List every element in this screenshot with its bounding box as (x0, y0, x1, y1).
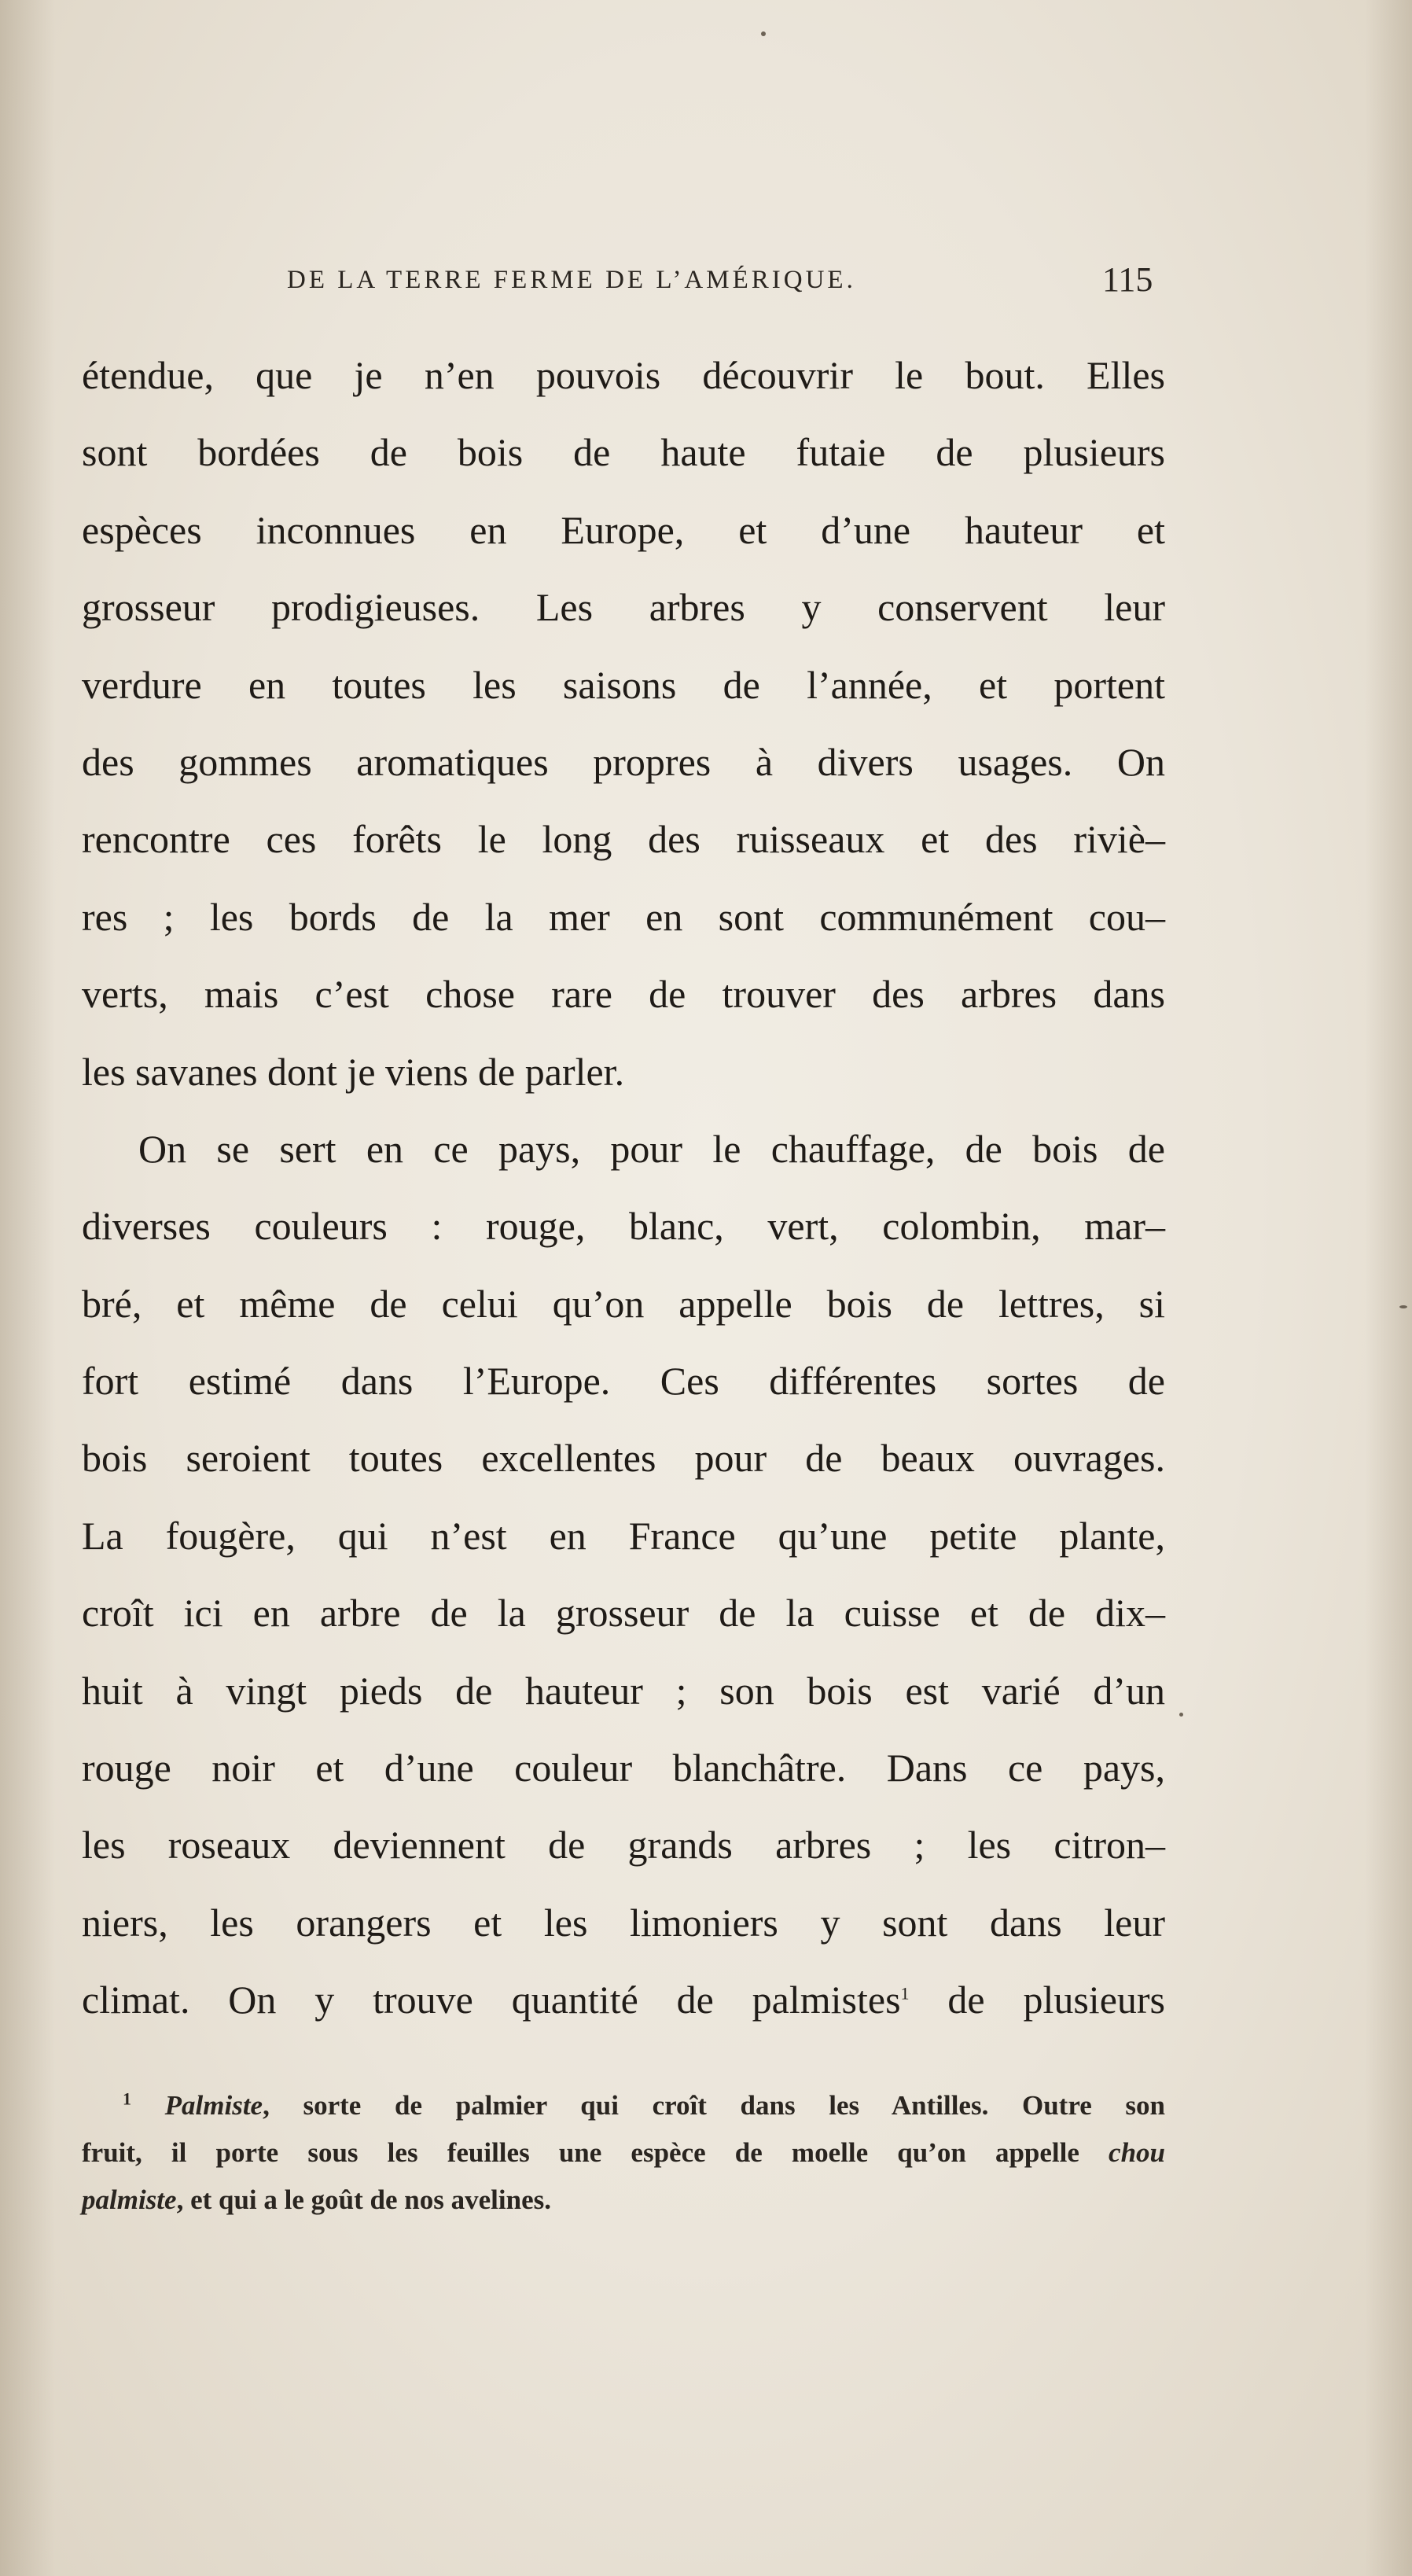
paragraph-end-line: les savanes dont je viens de parler. (82, 1049, 625, 1094)
footnote-reference[interactable]: 1 (900, 1983, 910, 2004)
text-line: niers, les orangers et les limoniers y sont dans leur (82, 1900, 1165, 1945)
running-head: DE LA TERRE FERME DE L’AMÉRIQUE. (287, 266, 856, 294)
footnote-text: , et qui a le goût de nos avelines. (176, 2184, 551, 2215)
page-edge-shadow-right (1365, 0, 1412, 2576)
footnote-line (82, 2129, 1165, 2177)
text-line: verts, mais c’est chose rare de trouver des arbres dans (82, 972, 1165, 1017)
text-line: bois seroient toutes excellentes pour de beaux ouvrages. (82, 1436, 1165, 1481)
text-line: espèces inconnues en Europe, et d’une hauteur et (82, 507, 1165, 552)
footnote-text: fruit, il porte sous les feuilles une espèce de moelle qu’on appelle (82, 2137, 1109, 2168)
text-line: fort estimé dans l’Europe. Ces différentes sortes de (82, 1359, 1165, 1404)
text-line-with-note-ref (82, 1961, 1165, 2038)
text-line: les roseaux deviennent de grands arbres ; les citron– (82, 1823, 1165, 1868)
text-line: diverses couleurs : rouge, blanc, vert, colombin, mar– (82, 1204, 1165, 1249)
paper-speck (1399, 1305, 1407, 1308)
text-line: La fougère, qui n’est en France qu’une petite plante, (82, 1513, 1165, 1558)
text-line: des gommes aromatiques propres à divers usages. On (82, 739, 1165, 784)
page-number: 115 (1102, 260, 1153, 299)
text-line: bré, et même de celui qu’on appelle bois de lettres, si (82, 1281, 1165, 1326)
paper-speck (1179, 1713, 1183, 1717)
text-line: sont bordées de bois de haute futaie de plusieurs (82, 430, 1165, 475)
text-line: res ; les bords de la mer en sont communément cou– (82, 894, 1165, 939)
text-line: rouge noir et d’une couleur blanchâtre. Dans ce pays, (82, 1746, 1165, 1790)
footnote-line (82, 2177, 1165, 2224)
text-line: grosseur prodigieuses. Les arbres y conservent leur (82, 585, 1165, 630)
footnote-emphasis: palmiste (82, 2184, 177, 2215)
line-text: de plusieurs (909, 1978, 1165, 2022)
text-line: verdure en toutes les saisons de l’année, et portent (82, 662, 1165, 707)
footnote (82, 2082, 1165, 2224)
page-edge-shadow-left (0, 0, 55, 2576)
footnote-emphasis: chou (1109, 2137, 1165, 2168)
footnote-term: Palmiste (164, 2090, 263, 2121)
paragraph-start-line: On se sert en ce pays, pour le chauffage, de bois de (138, 1126, 1165, 1171)
text-line: étendue, que je n’en pouvois découvrir le bout. Elles (82, 353, 1165, 397)
footnote-mark: 1 (123, 2088, 131, 2109)
footnote-text: , sorte de palmier qui croît dans les Antilles. Outre son (263, 2090, 1165, 2121)
text-line: rencontre ces forêts le long des ruisseaux et des riviè– (82, 817, 1165, 862)
line-text: climat. On y trouve quantité de palmistes (82, 1978, 901, 2022)
body-text (82, 337, 1165, 2039)
text-line: huit à vingt pieds de hauteur ; son bois est varié d’un (82, 1668, 1165, 1713)
paper-speck (761, 31, 766, 36)
footnote-line (82, 2082, 1165, 2129)
text-line: croît ici en arbre de la grosseur de la cuisse et de dix– (82, 1591, 1165, 1636)
